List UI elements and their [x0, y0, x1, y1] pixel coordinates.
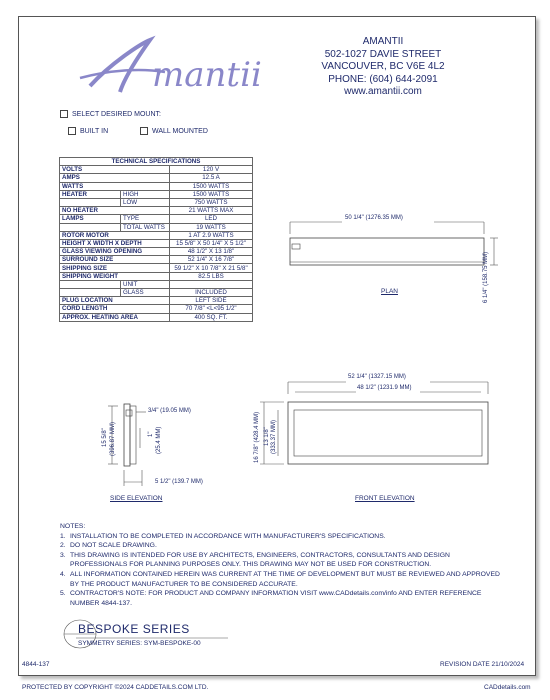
- spec-label: ROTOR MOTOR: [60, 231, 170, 239]
- select-mount-option[interactable]: [60, 110, 161, 118]
- front-glass-width-dim: 48 1/2" (1231.9 MM): [357, 385, 412, 391]
- spec-value: 12.5 A: [170, 174, 253, 182]
- copyright-notice: PROTECTED BY COPYRIGHT ©2024 CADDETAILS.COM LTD.: [22, 684, 209, 691]
- side-top-dim: 3/4" (19.05 MM): [148, 408, 191, 414]
- spec-row: [60, 215, 253, 223]
- spec-value: 48 1/2" X 13 1/8": [170, 248, 253, 256]
- spec-label: APPROX. HEATING AREA: [60, 313, 170, 321]
- plan-depth-dim: 6 1/4" (158.75 MM): [483, 251, 489, 303]
- spec-row: [60, 280, 253, 288]
- spec-label: [60, 280, 121, 288]
- plan-drawing: [284, 214, 514, 294]
- svg-text:mantii: mantii: [152, 55, 262, 95]
- spec-label: WATTS: [60, 182, 170, 190]
- front-elevation-label: FRONT ELEVATION: [355, 495, 415, 502]
- spec-table-body: [60, 166, 253, 322]
- spec-row: [60, 248, 253, 256]
- spec-label: NO HEATER: [60, 207, 170, 215]
- front-elevation-drawing: [250, 372, 500, 472]
- built-in-label: BUILT IN: [80, 127, 109, 135]
- plan-width-dim: 50 1/4" (1276.35 MM): [345, 215, 403, 221]
- spec-value: 59 1/2" X 10 7/8" X 21 5/8": [170, 264, 253, 272]
- company-street: 502-1027 DAVIE STREET: [324, 48, 442, 60]
- spec-value: 1500 WATTS: [170, 182, 253, 190]
- spec-value: [170, 280, 253, 288]
- front-outer-height-dim: 16 7/8" (428.4 MM): [254, 411, 260, 463]
- spec-label: GLASS VIEWING OPENING: [60, 248, 170, 256]
- spec-label: CORD LENGTH: [60, 305, 170, 313]
- side-inner-mm: (25.4 MM): [156, 426, 162, 454]
- company-name: AMANTII: [362, 36, 404, 47]
- company-website[interactable]: www.amantii.com: [344, 86, 422, 97]
- spec-row: [60, 256, 253, 264]
- spec-sublabel: UNIT: [121, 280, 170, 288]
- tech-spec-table: [59, 157, 253, 322]
- spec-value: 750 WATTS: [170, 198, 253, 206]
- site-link[interactable]: CADdetails.com: [484, 684, 531, 691]
- spec-value: 400 SQ. FT.: [170, 313, 253, 321]
- spec-value: LEFT SIDE: [170, 297, 253, 305]
- spec-sublabel: TYPE: [121, 215, 170, 223]
- spec-label: [60, 198, 121, 206]
- spec-row: [60, 231, 253, 239]
- spec-value: 82.5 LBS: [170, 272, 253, 280]
- spec-label: [60, 289, 121, 297]
- front-glass-height-dim: 13 1/8": [264, 427, 270, 446]
- spec-sublabel: TOTAL WATTS: [121, 223, 170, 231]
- spec-label: AMPS: [60, 174, 170, 182]
- spec-value: 120 V: [170, 166, 253, 174]
- wall-mounted-label: WALL MOUNTED: [152, 127, 208, 135]
- spec-value: 1500 WATTS: [170, 190, 253, 198]
- spec-value: 15 5/8" X 50 1/4" X 5 1/2": [170, 239, 253, 247]
- side-inner-dim: 1": [148, 431, 154, 437]
- spec-row: [60, 174, 253, 182]
- wall-mounted-option[interactable]: [140, 127, 208, 135]
- front-glass-height-mm: (333.37 MM): [271, 419, 277, 454]
- spec-row: [60, 272, 253, 280]
- side-height-dim: 15 5/8": [102, 428, 108, 447]
- company-phone: PHONE: (604) 644-2091: [328, 73, 438, 85]
- select-mount-label: SELECT DESIRED MOUNT:: [72, 110, 161, 118]
- spec-row: [60, 289, 253, 297]
- wall-mounted-checkbox[interactable]: [140, 127, 148, 135]
- spec-label: LAMPS: [60, 215, 121, 223]
- spec-row: [60, 166, 253, 174]
- spec-label: PLUG LOCATION: [60, 297, 170, 305]
- built-in-option[interactable]: [68, 127, 108, 135]
- spec-label: VOLTS: [60, 166, 170, 174]
- spec-label: HEIGHT X WIDTH X DEPTH: [60, 239, 170, 247]
- spec-row: [60, 239, 253, 247]
- spec-label: HEATER: [60, 190, 121, 198]
- spec-value: 19 WATTS: [170, 223, 253, 231]
- note-item: 3. THIS DRAWING IS INTENDED FOR USE BY ARCHITECTS, ENGINEERS, CONTRACTORS, CONSULTANTS AND DESIGN PROFESSIONALS FOR PLANNING PURPOSES ONLY. THIS DRAWING MAY NOT BE USED FOR CONSTRUCTION.: [60, 551, 450, 569]
- plan-label: PLAN: [381, 288, 398, 295]
- side-depth-dim: 5 1/2" (139.7 MM): [155, 479, 203, 485]
- built-in-checkbox[interactable]: [68, 127, 76, 135]
- spec-sublabel: LOW: [121, 198, 170, 206]
- spec-value: 70 7/8" <L<95 1/2": [170, 305, 253, 313]
- spec-row: [60, 313, 253, 321]
- spec-value: 1 AT 2.9 WATTS: [170, 231, 253, 239]
- spec-table-title: TECHNICAL SPECIFICATIONS: [60, 158, 253, 166]
- reference-number: 4844-137: [22, 661, 50, 668]
- spec-value: INCLUDED: [170, 289, 253, 297]
- company-city: VANCOUVER, BC V6E 4L2: [321, 61, 445, 72]
- spec-row: [60, 207, 253, 215]
- notes-title: NOTES:: [60, 523, 86, 530]
- brand-logo: [70, 34, 290, 104]
- note-item: 1. INSTALLATION TO BE COMPLETED IN ACCORDANCE WITH MANUFACTURER'S SPECIFICATIONS.: [60, 532, 386, 540]
- side-height-mm: (396.87 MM): [110, 421, 116, 456]
- spec-label: SURROUND SIZE: [60, 256, 170, 264]
- series-title: BESPOKE SERIES: [78, 622, 190, 636]
- company-address: [308, 36, 458, 99]
- spec-row: [60, 223, 253, 231]
- spec-label: SHIPPING SIZE: [60, 264, 170, 272]
- notes-section: [60, 522, 500, 608]
- spec-row: [60, 182, 253, 190]
- front-outer-width-dim: 52 1/4" (1327.15 MM): [348, 374, 406, 380]
- spec-row: [60, 198, 253, 206]
- spec-label: SHIPPING WEIGHT: [60, 272, 170, 280]
- note-item: 2. DO NOT SCALE DRAWING.: [60, 542, 157, 550]
- spec-row: [60, 190, 253, 198]
- select-mount-checkbox[interactable]: [60, 110, 68, 118]
- spec-value: 52 1/4" X 16 7/8": [170, 256, 253, 264]
- spec-row: [60, 264, 253, 272]
- spec-value: LED: [170, 215, 253, 223]
- note-item: 4. ALL INFORMATION CONTAINED HEREIN WAS CURRENT AT THE TIME OF DEVELOPMENT BUT MUST BE REVIEWED AND APPROVED BY THE PRODUCT MANUFACTURER TO BE CONSIDERED ACCURATE.: [60, 570, 500, 588]
- spec-sublabel: GLASS: [121, 289, 170, 297]
- spec-row: [60, 297, 253, 305]
- spec-sublabel: HIGH: [121, 190, 170, 198]
- note-item: 5. CONTRACTOR'S NOTE: FOR PRODUCT AND COMPANY INFORMATION VISIT www.CADdetails.com/info AND ENTER REFERENCE NUMBER 4844-137.: [60, 590, 482, 607]
- logo-swoosh-icon: [70, 34, 290, 104]
- revision-date: REVISION DATE 21/10/2024: [440, 661, 525, 668]
- series-subtitle: SYMMETRY SERIES: SYM-BESPOKE-00: [78, 640, 201, 647]
- spec-label: [60, 223, 121, 231]
- side-elevation-label: SIDE ELEVATION: [110, 495, 163, 502]
- spec-value: 21 WATTS MAX: [170, 207, 253, 215]
- spec-row: [60, 305, 253, 313]
